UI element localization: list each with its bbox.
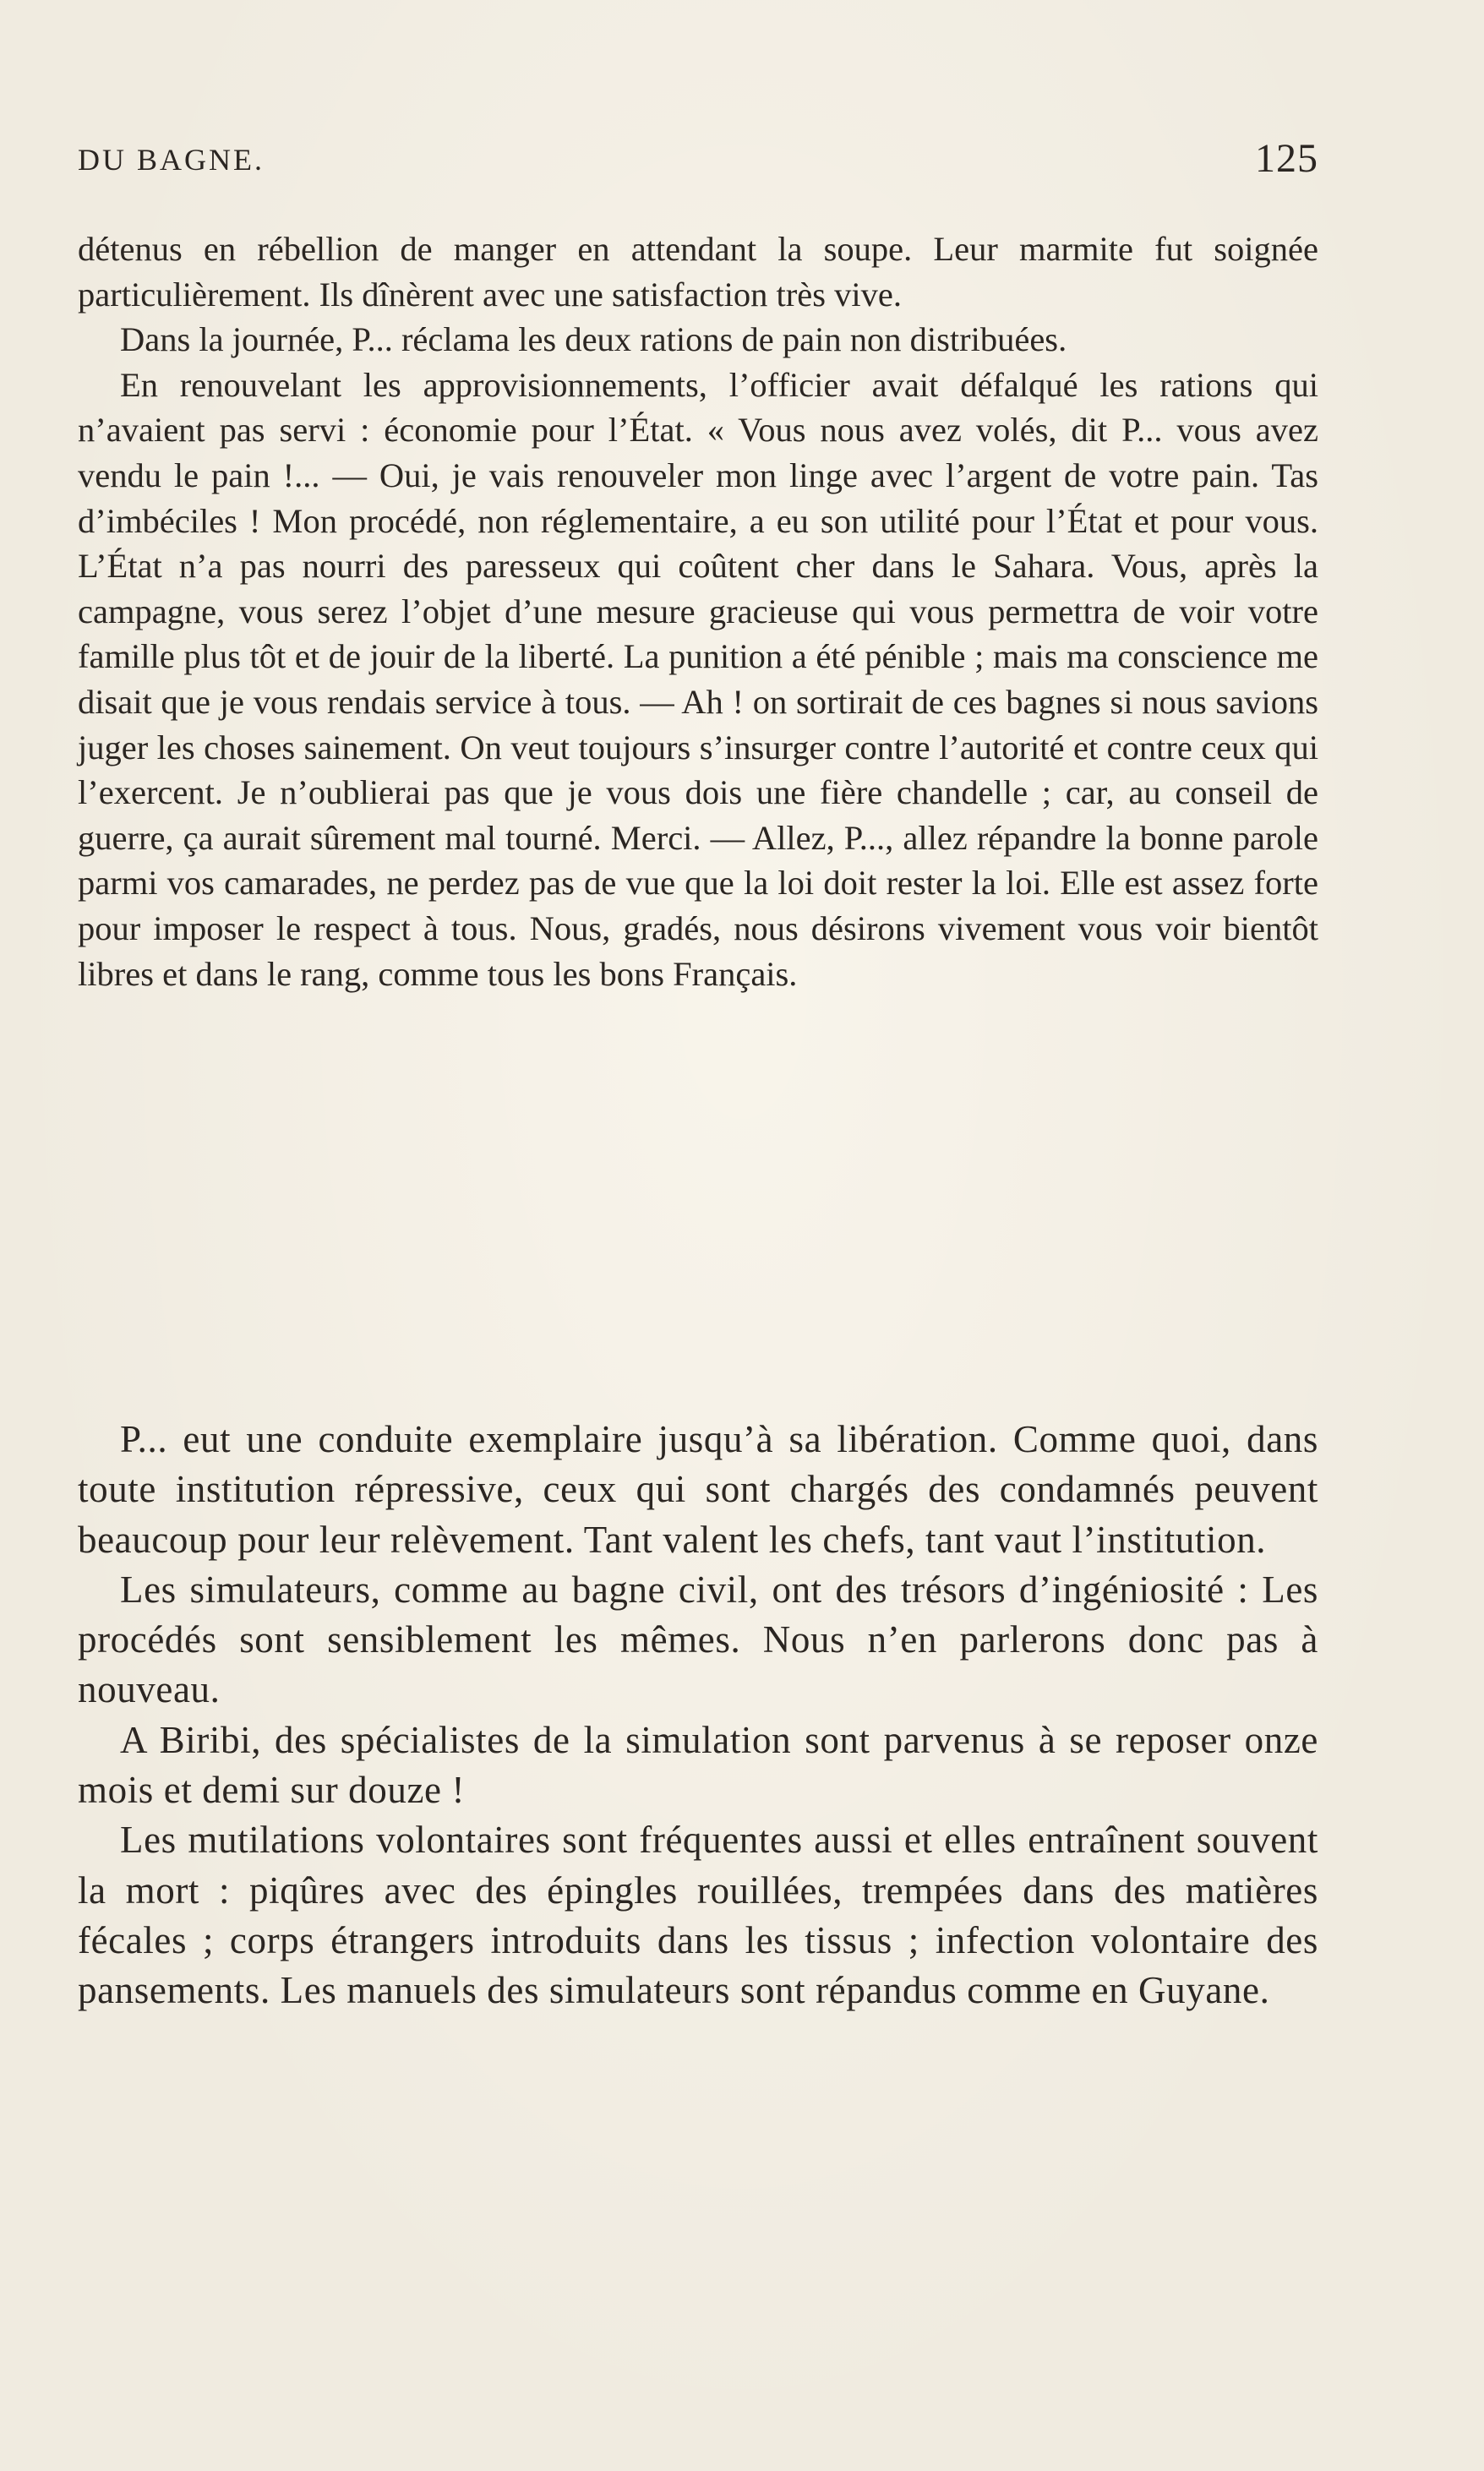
- commentary-passage: [78, 1415, 1318, 2016]
- running-head: [78, 135, 1318, 186]
- page-number: 125: [1255, 136, 1318, 181]
- running-title: DU BAGNE.: [78, 143, 265, 177]
- dialogue-passage: [78, 226, 1318, 996]
- paragraph: P... eut une conduite exemplaire jusqu’à sa libération. Comme quoi, dans toute institution répressive, ceux qui sont chargés des condamnés peuvent beaucoup pour leur relèvement. Tant valent les chefs, tant vaut l’institution.: [78, 1418, 1318, 1561]
- paragraph: En renouvelant les approvisionnements, l’officier avait défalqué les rations qui n’avaient pas servi : économie pour l’État. « Vous nous avez volés, dit P... vous avez vendu le pain !... — Oui, je vais renouveler mon linge avec l’argent de votre pain. Tas d’imbéciles ! Mon procédé, non réglementaire, a eu son utilité pour l’État et pour vous. L’État n’a pas nourri des paresseux qui coûtent cher dans le Sahara. Vous, après la campagne, vous serez l’objet d’une mesure gracieuse qui vous permettra de voir votre famille plus tôt et de jouir de la liberté. La punition a été pénible ; mais ma conscience me disait que je vous rendais service à tous. — Ah ! on sortirait de ces bagnes si nous savions juger les choses sainement. On veut toujours s’insurger contre l’autorité et contre ceux qui l’exercent. Je n’oublierai pas que je vous dois une fière chandelle ; car, au conseil de guerre, ça aurait sûrement mal tourné. Merci. — Allez, P..., allez répandre la bonne parole parmi vos camarades, ne perdez pas de vue que la loi doit rester la loi. Elle est assez forte pour imposer le respect à tous. Nous, gradés, nous désirons vivement vous voir bientôt libres et dans le rang, comme tous les bons Français.: [78, 365, 1318, 993]
- paragraph: A Biribi, des spécialistes de la simulation sont parvenus à se reposer onze mois et demi sur douze !: [78, 1718, 1318, 1812]
- paragraph: Les simulateurs, comme au bagne civil, ont des trésors d’ingéniosité : Les procédés sont sensiblement les mêmes. Nous n’en parlerons donc pas à nouveau.: [78, 1568, 1318, 1711]
- paragraph: Les mutilations volontaires sont fréquentes aussi et elles entraînent souvent la mort : piqûres avec des épingles rouillées, trempées dans des matières fécales ; corps étrangers introduits dans les tissus ; infection volontaire des pansements. Les manuels des simulateurs sont répandus comme en Guyane.: [78, 1819, 1318, 2012]
- paragraph: Dans la journée, P... réclama les deux rations de pain non distribuées.: [120, 320, 1067, 359]
- paragraph-continued: détenus en rébellion de manger en attendant la soupe. Leur marmite fut soignée particulièrement. Ils dînèrent avec une satisfaction très vive.: [78, 230, 1318, 314]
